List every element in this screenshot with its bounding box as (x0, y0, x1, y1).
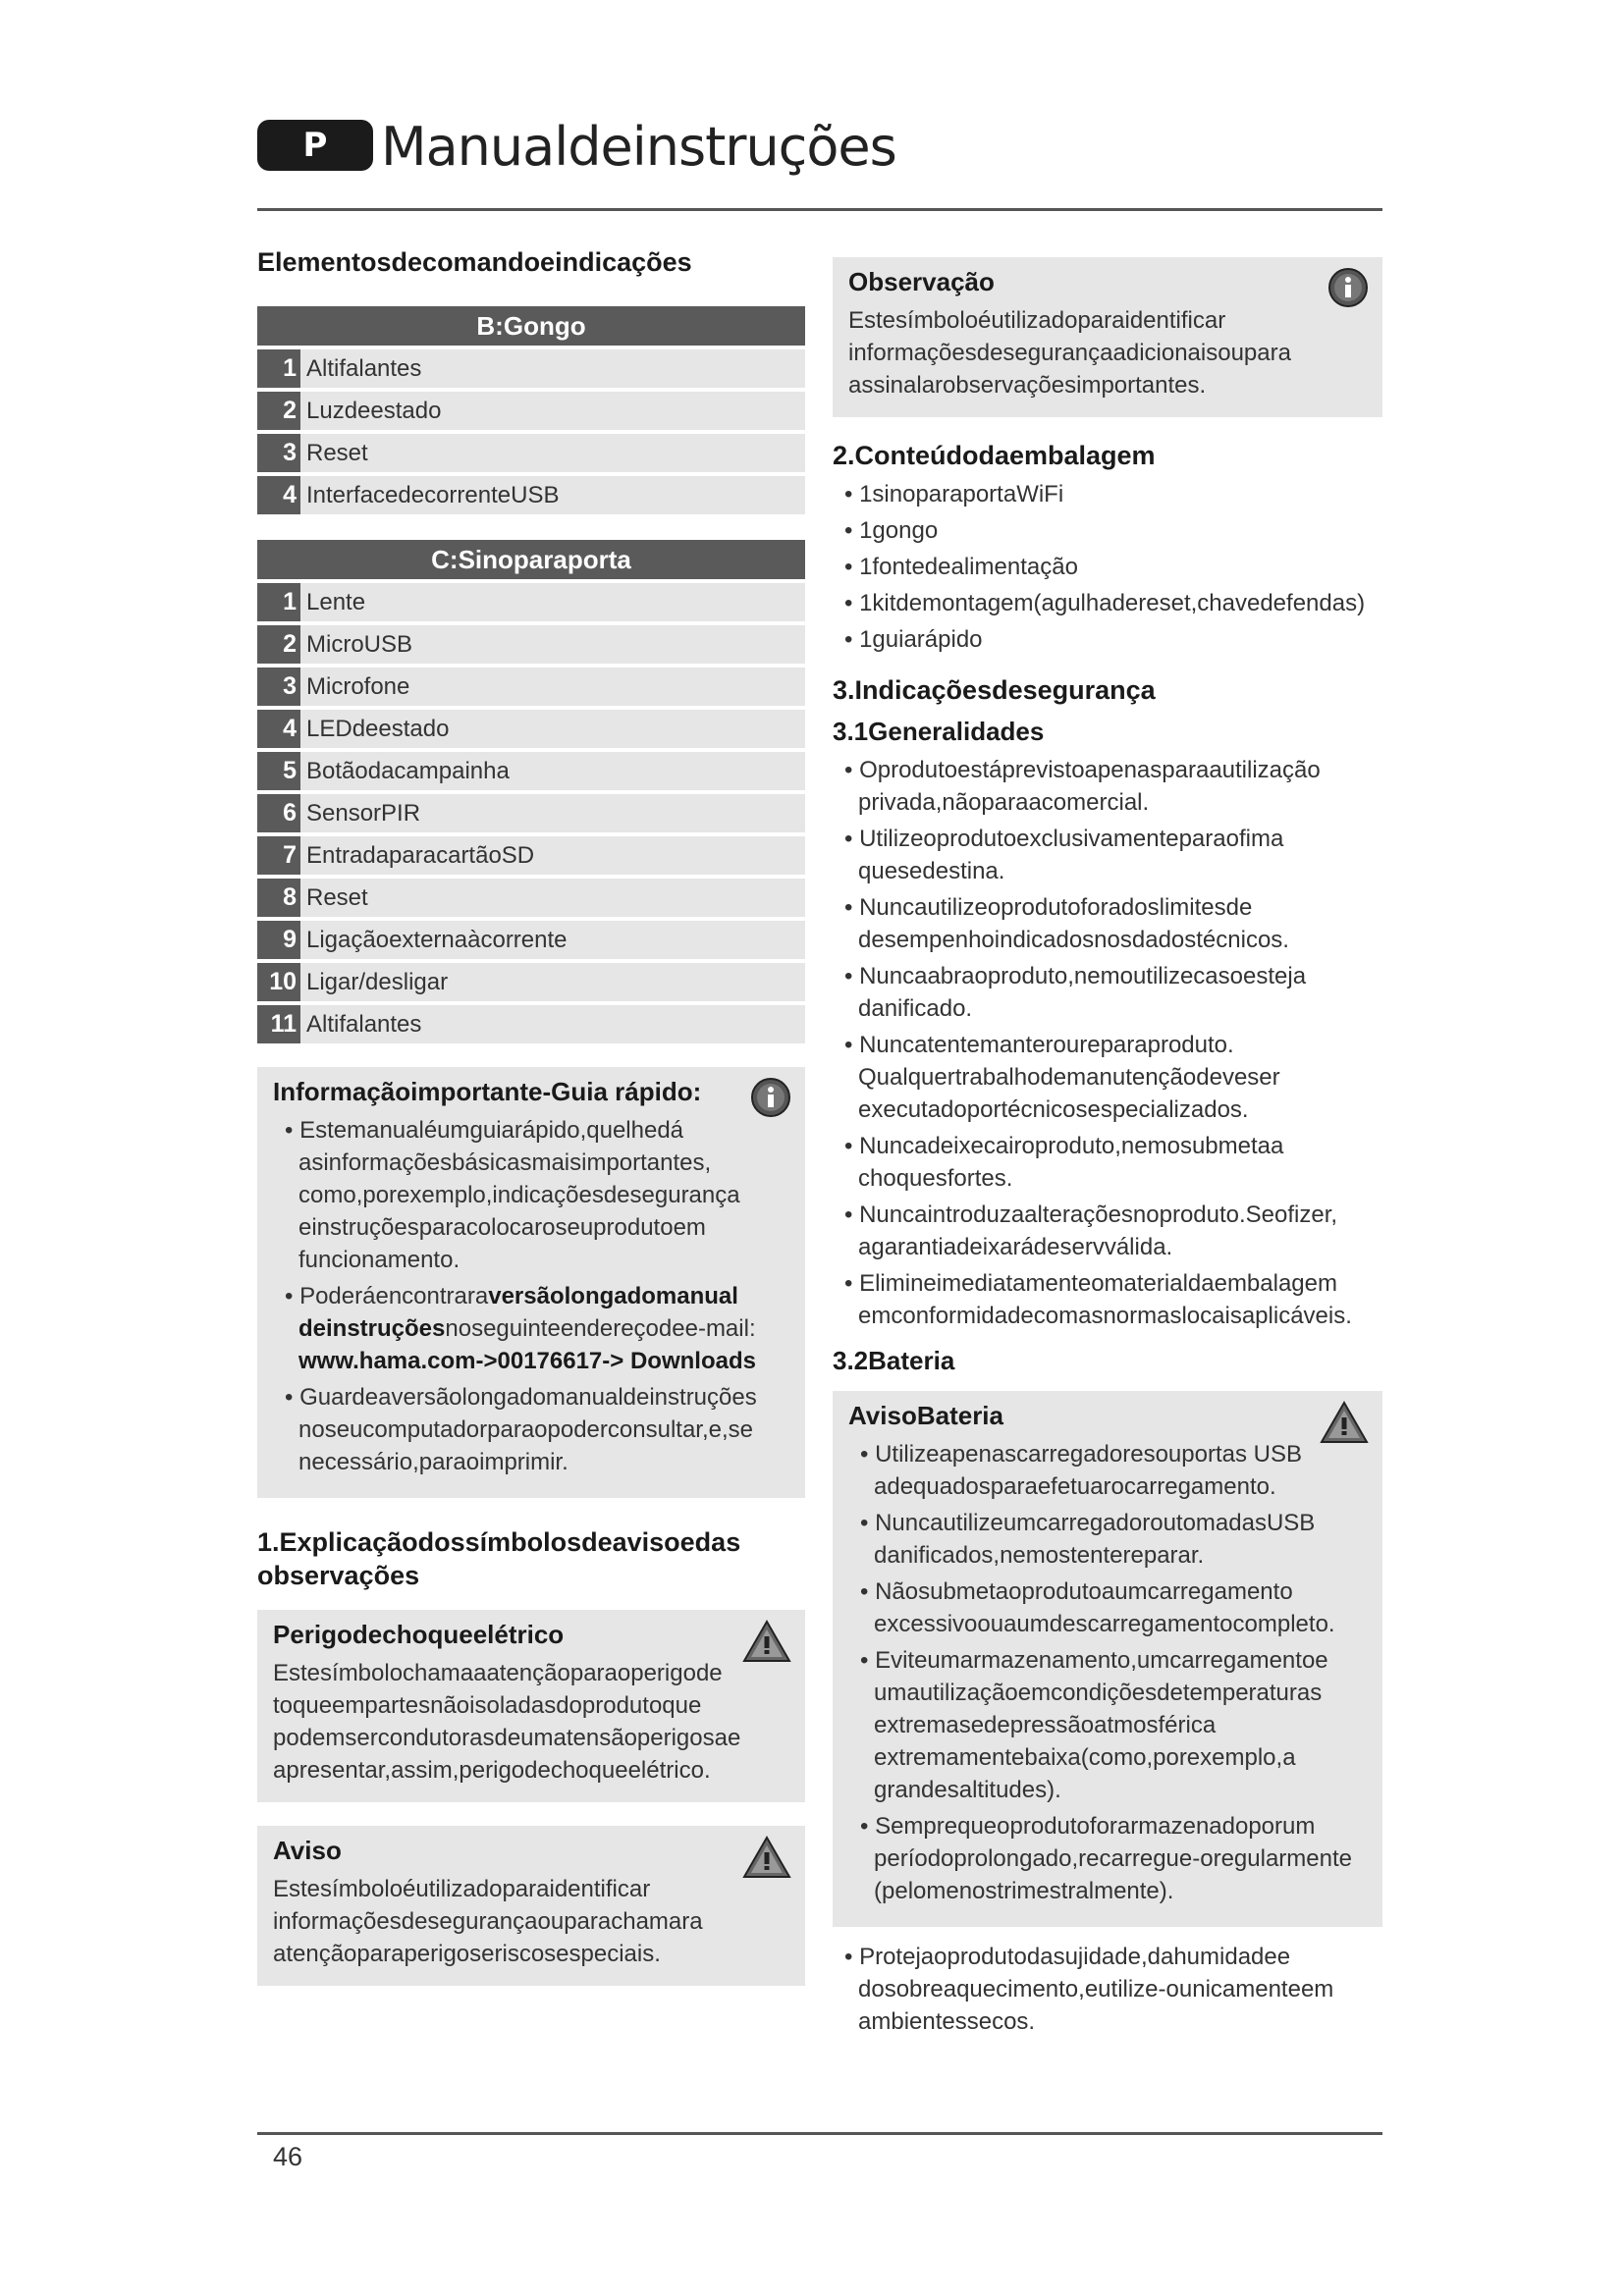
table-row (257, 476, 805, 514)
list-item: • Semprequeoprodutoforarmazenadoporum períodoprolongado,recarregue-oregularmente (pelomenostrimestralmente). (848, 1810, 1367, 1907)
table-row (257, 794, 805, 832)
row-label: Botãodacampainha (306, 757, 510, 784)
left-column (257, 245, 805, 1986)
list-item: • 1fontedealimentação (833, 551, 1382, 583)
list-item: • NuncautilizeumcarregadoroutomadasUSB danificados,nemostentereparar. (848, 1507, 1367, 1572)
final-list (833, 1941, 1382, 2038)
list-item: • Elimineimediatamenteomaterialdaembalagem emconformidadecomasnormaslocaisaplicáveis. (833, 1267, 1382, 1332)
battery-warning-box (833, 1391, 1382, 1927)
list-item: • Nuncautilizeoprodutoforadoslimitesde desempenhoindicadosnosdadostécnicos. (833, 891, 1382, 956)
row-number: 3 (257, 667, 300, 706)
warning-triangle-icon (742, 1836, 791, 1884)
row-label: Reset (306, 883, 368, 911)
row-label: Ligar/desligar (306, 968, 449, 995)
row-label: MicroUSB (306, 630, 413, 658)
header-divider (257, 208, 1382, 211)
note-box (833, 257, 1382, 417)
list-item: • Utilizeoprodutoexclusivamenteparaofima quesedestina. (833, 823, 1382, 887)
info-box-title: Informaçãoimportante-Guia rápido: (273, 1077, 702, 1106)
page-number: 46 (273, 2142, 303, 2171)
table-row (257, 879, 805, 917)
list-item: • 1gongo (833, 514, 1382, 547)
language-badge: P (257, 120, 373, 171)
table-row (257, 392, 805, 430)
row-label: Luzdeestado (306, 397, 442, 424)
row-number: 10 (257, 963, 300, 1001)
package-contents-list (833, 478, 1382, 656)
table-gongo (257, 306, 805, 514)
table-row (257, 963, 805, 1001)
info-icon (1327, 267, 1369, 313)
row-label: Reset (306, 439, 368, 466)
electric-shock-box (257, 1610, 805, 1802)
row-label: InterfacedecorrenteUSB (306, 481, 560, 508)
warning-box-title: Aviso (273, 1836, 342, 1865)
table-row (257, 710, 805, 748)
list-item: • Nuncatentemanteroureparaproduto. Qualquertrabalhodemanutençãodeveser executadoportécnicosespecializados. (833, 1029, 1382, 1126)
table-row (257, 1005, 805, 1043)
controls-section-title: Elementosdecomandoeindicações (257, 247, 692, 277)
info-icon (750, 1077, 791, 1123)
row-number: 1 (257, 349, 300, 388)
list-item: • Protejaoprodutodasujidade,dahumidadee dosobreaquecimento,eutilize-ounicamenteem ambientessecos. (833, 1941, 1382, 2038)
right-column (833, 257, 1382, 2042)
list-item: • Eviteumarmazenamento,umcarregamentoe umautilizaçãoemcondiçõesdetemperaturas extremasedepressãoatmosférica extremamentebaixa(como,porexemplo,a grandesaltitudes). (848, 1644, 1367, 1806)
row-label: Microfone (306, 672, 410, 700)
shock-box-text: Estesímbolochamaaatençãoparaoperigode toqueempartesnãoisoladasdoprodutoque podemsercondutorasdeumatensãoperigosae apresentar,assim,perigodechoqueelétrico. (273, 1660, 741, 1784)
info-bullet: • Guardeaversãolongadomanualdeinstruções noseucomputadorparaopoderconsultar,e,se necessário,paraoimprimir. (273, 1381, 789, 1478)
list-item: • 1kitdemontagem(agulhadereset,chavedefendas) (833, 587, 1382, 619)
row-label: EntradaparacartãoSD (306, 841, 535, 869)
list-item: • Nuncadeixecairoproduto,nemosubmetaa choquesfortes. (833, 1130, 1382, 1195)
table-sino-title: C:Sinoparaporta (257, 540, 805, 579)
note-box-text: Estesímboloéutilizadoparaidentificar informaçõesdesegurançaadicionaisoupara assinalarobservaçõesimportantes. (848, 307, 1291, 399)
battery-box-title: AvisoBateria (848, 1401, 1003, 1430)
row-number: 8 (257, 879, 300, 917)
warning-box (257, 1826, 805, 1986)
list-item: • Oprodutoestáprevistoapenasparaautilização privada,nãoparaacomercial. (833, 754, 1382, 819)
safety-section-title: 3.Indicaçõesdesegurança (833, 675, 1156, 705)
battery-subsection-title: 3.2Bateria (833, 1346, 955, 1375)
row-number: 4 (257, 710, 300, 748)
row-number: 9 (257, 921, 300, 959)
general-subsection-title: 3.1Generalidades (833, 717, 1045, 746)
row-number: 2 (257, 392, 300, 430)
row-label: Altifalantes (306, 354, 422, 382)
warning-box-text: Estesímboloéutilizadoparaidentificar informaçõesdesegurançaouparachamara atençãoparaperigoseriscosespeciais. (273, 1876, 703, 1967)
table-sino (257, 540, 805, 1043)
row-number: 7 (257, 836, 300, 875)
list-item: • 1sinoparaportaWiFi (833, 478, 1382, 510)
row-label: Ligaçãoexternaàcorrente (306, 926, 568, 953)
table-row (257, 921, 805, 959)
warning-triangle-icon (1320, 1401, 1369, 1449)
info-bullet: • Poderáencontraraversãolongadomanual deinstruçõesnoseguinteendereçodee-mail: www.hama.com->00176617-> Downloads (273, 1280, 789, 1377)
table-row (257, 349, 805, 388)
quick-guide-info-box (257, 1067, 805, 1498)
table-row (257, 434, 805, 472)
table-row (257, 667, 805, 706)
list-item: • Nuncaabraoproduto,nemoutilizecasoesteja danificado. (833, 960, 1382, 1025)
info-bullet: • Estemanualéumguiarápido,quelhedá asinformaçõesbásicasmaisimportantes, como,porexemplo,indicaçõesdesegurança einstruçõesparacolocaroseuprodutoem funcionamento. (273, 1114, 789, 1276)
row-number: 5 (257, 752, 300, 790)
page-title: Manualdeinstruções (381, 116, 896, 178)
row-label: SensorPIR (306, 799, 421, 827)
row-number: 11 (257, 1005, 300, 1043)
list-item: • Utilizeapenascarregadoresouportas USB adequadosparaefetuarocarregamento. (848, 1438, 1367, 1503)
note-box-title: Observação (848, 267, 995, 296)
list-item: • Nãosubmetaoprodutoaumcarregamento excessivoouaumdescarregamentocompleto. (848, 1575, 1367, 1640)
row-number: 4 (257, 476, 300, 514)
download-link[interactable]: www.hama.com->00176617-> Downloads (298, 1348, 756, 1374)
row-label: Altifalantes (306, 1010, 422, 1038)
general-safety-list (833, 754, 1382, 1332)
table-row (257, 583, 805, 621)
warning-triangle-icon (742, 1620, 791, 1668)
row-label: LEDdeestado (306, 715, 450, 742)
footer-divider (257, 2132, 1382, 2135)
row-number: 3 (257, 434, 300, 472)
row-label: Lente (306, 588, 366, 615)
row-number: 6 (257, 794, 300, 832)
row-number: 2 (257, 625, 300, 664)
shock-box-title: Perigodechoqueelétrico (273, 1620, 565, 1649)
table-row (257, 625, 805, 664)
list-item: • Nuncaintroduzaalteraçõesnoproduto.Seofizer, agarantiadeixarádeservválida. (833, 1199, 1382, 1263)
table-row (257, 752, 805, 790)
table-gongo-title: B:Gongo (257, 306, 805, 346)
list-item: • 1guiarápido (833, 623, 1382, 656)
row-number: 1 (257, 583, 300, 621)
package-contents-title: 2.Conteúdodaembalagem (833, 441, 1156, 470)
table-row (257, 836, 805, 875)
symbols-section-title: 1.Explicaçãodossímbolosdeavisoedas observações (257, 1527, 741, 1590)
